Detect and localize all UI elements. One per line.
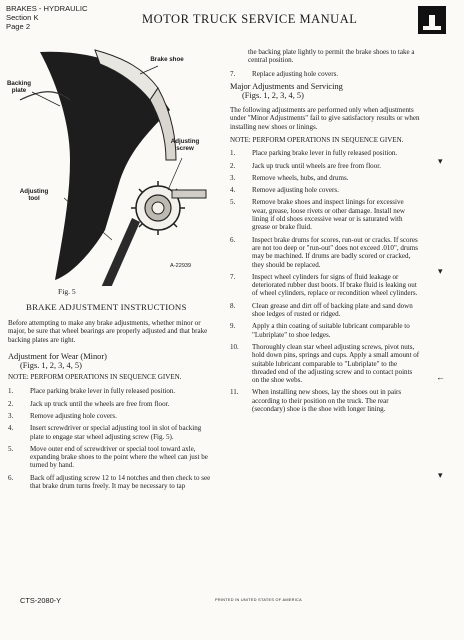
page-number: Page 2 xyxy=(6,22,31,32)
left-column xyxy=(8,302,216,490)
step-text: Inspect wheel cylinders for signs of fluid leakage or deteriorated rubber dust boots. If brake fluid is leaking out of wheel cylinders, replace or recondition wheel cylinders. xyxy=(252,272,418,298)
list-item xyxy=(8,424,216,441)
margin-arrow-icon: ▾ xyxy=(438,156,443,166)
margin-arrow-icon: ▾ xyxy=(438,266,443,276)
step-number: 4. xyxy=(8,424,14,433)
step-number: 10. xyxy=(230,342,239,351)
label-brake-shoe: Brake shoe xyxy=(150,56,184,63)
step-number: 11. xyxy=(230,388,239,397)
step-number: 7. xyxy=(230,69,236,78)
minor-steps-list xyxy=(8,387,216,490)
minor-note: NOTE: PERFORM OPERATIONS IN SEQUENCE GIVEN. xyxy=(8,373,182,382)
margin-arrow-icon: ← xyxy=(436,372,445,382)
list-item xyxy=(8,474,216,491)
step-text: Remove adjusting hole covers. xyxy=(30,411,117,420)
major-intro-paragraph: The following adjustments are performed only when adjustments under "Minor Adjustments" fail to give satisfactory results or when installing new shoes or linings. xyxy=(230,106,420,131)
figure-reference: A-22939 xyxy=(170,263,192,269)
list-item xyxy=(8,400,216,408)
step-text: Place parking brake lever in fully released position. xyxy=(30,387,176,396)
section-header xyxy=(6,4,87,32)
step-number: 5. xyxy=(8,444,14,453)
step-number: 6. xyxy=(230,235,236,244)
list-item xyxy=(230,236,420,269)
list-item xyxy=(230,273,420,298)
step-number: 1. xyxy=(230,149,236,158)
step-text: Jack up truck until wheels are free from floor. xyxy=(252,161,381,170)
margin-arrow-icon: ▾ xyxy=(438,470,443,480)
step-text: Back off adjusting screw 12 to 14 notches and then check to see that brake drum turns freely. It may be necessary to tap xyxy=(30,473,211,491)
list-item xyxy=(230,174,420,182)
step-number: 3. xyxy=(8,411,14,420)
label-backing-plate: Backing plate xyxy=(6,80,32,94)
continued-text: the backing plate lightly to permit the brake shoes to take a central position. xyxy=(248,48,415,65)
major-adjustment-figs: (Figs. 1, 2, 3, 4, 5) xyxy=(242,91,304,101)
brand-logo xyxy=(418,6,446,34)
list-item xyxy=(230,149,420,157)
list-item xyxy=(8,387,216,395)
document-code: CTS-2080-Y xyxy=(20,596,62,605)
list-item xyxy=(230,70,420,78)
brake-assembly-illustration xyxy=(0,40,222,286)
minor-adjustment-heading: Adjustment for Wear (Minor) xyxy=(8,351,107,361)
instructions-title: BRAKE ADJUSTMENT INSTRUCTIONS xyxy=(26,302,187,312)
major-steps-list xyxy=(230,149,420,413)
step-text: Apply a thin coating of suitable lubricant comparable to "Lubriplate" to shoe ledges. xyxy=(252,322,410,339)
step-number: 9. xyxy=(230,322,236,331)
step-text: Replace adjusting hole covers. xyxy=(252,69,339,78)
label-adjusting-screw: Adjusting screw xyxy=(170,138,200,152)
step-text: Place parking brake lever in fully released position. xyxy=(252,149,398,158)
step-number: 2. xyxy=(8,399,14,408)
step-text: Thoroughly clean star wheel adjusting screws, pivot nuts, hold down pins, springs and cups. Apply a small amount of suitable lubricant comparable to "Lubriplate" to the threaded end of the adjusting screw and to contact points on the shoe webs. xyxy=(252,342,420,385)
step-number: 2. xyxy=(230,161,236,170)
list-item xyxy=(8,445,216,470)
intro-paragraph: Before attempting to make any brake adjustments, whether minor or major, be sure that wheel bearings are properly adjusted and that brake backing plates are tight. xyxy=(8,319,208,344)
step-number: 1. xyxy=(8,387,14,396)
section-category: BRAKES - HYDRAULIC xyxy=(6,4,88,13)
step-number: 5. xyxy=(230,198,236,207)
list-item xyxy=(230,186,420,194)
section-name: Section K xyxy=(6,13,39,23)
step-text: Remove adjusting hole covers. xyxy=(252,186,339,195)
printed-notice: PRINTED IN UNITED STATES OF AMERICA xyxy=(215,598,302,602)
list-item xyxy=(230,162,420,170)
manual-title: MOTOR TRUCK SERVICE MANUAL xyxy=(142,12,358,26)
label-adjusting-tool: Adjusting tool xyxy=(19,188,49,202)
step-number: 7. xyxy=(230,272,236,281)
step-text: When installing new shoes, lay the shoes out in pairs according to their position on the truck. The rear (secondary) shoe is the shoe with longer lining. xyxy=(252,388,402,413)
step-text: Insert screwdriver or special adjusting tool in slot of backing plate to engage star wheel adjusting screw (Fig. 5). xyxy=(30,424,202,441)
list-item xyxy=(230,388,420,413)
list-item xyxy=(230,198,420,231)
step-text: Jack up truck until the wheels are free from floor. xyxy=(30,399,170,408)
step-number: 4. xyxy=(230,186,236,195)
step-number: 6. xyxy=(8,473,14,482)
step-text: Inspect brake drums for scores, run-out or cracks. If scores are not too deep or "run-out" does not exceed .010", drums may be machined. If drums are badly scored or cracked, they should be replaced. xyxy=(252,235,418,269)
step-text: Remove wheels, hubs, and drums. xyxy=(252,173,349,182)
step-text: Move outer end of screwdriver or special tool toward axle, expanding brake shoes to the point where the wheel can just be turned by hand. xyxy=(30,444,208,470)
step-number: 8. xyxy=(230,301,236,310)
list-item xyxy=(230,302,420,319)
step-text: Remove brake shoes and inspect linings for excessive wear, grease, loose rivets or other damage. Install new lining if old shoes excessive wear or is saturated with grease or brake fluid. xyxy=(252,198,405,232)
major-adjustment-heading: Major Adjustments and Servicing xyxy=(230,81,343,91)
list-item xyxy=(8,412,216,420)
brake-figure xyxy=(0,40,222,286)
right-column xyxy=(230,48,420,413)
major-note: NOTE: PERFORM OPERATIONS IN SEQUENCE GIVEN. xyxy=(230,135,404,144)
figure-caption: Fig. 5 xyxy=(58,287,76,296)
step-text: Clean grease and dirt off of backing plate and sand down shoe ledges of rusted or ridged. xyxy=(252,301,413,319)
minor-adjustment-figs: (Figs. 1, 2, 3, 4, 5) xyxy=(20,361,82,371)
list-item xyxy=(230,322,420,339)
step-number: 3. xyxy=(230,173,236,182)
list-item xyxy=(230,343,420,384)
